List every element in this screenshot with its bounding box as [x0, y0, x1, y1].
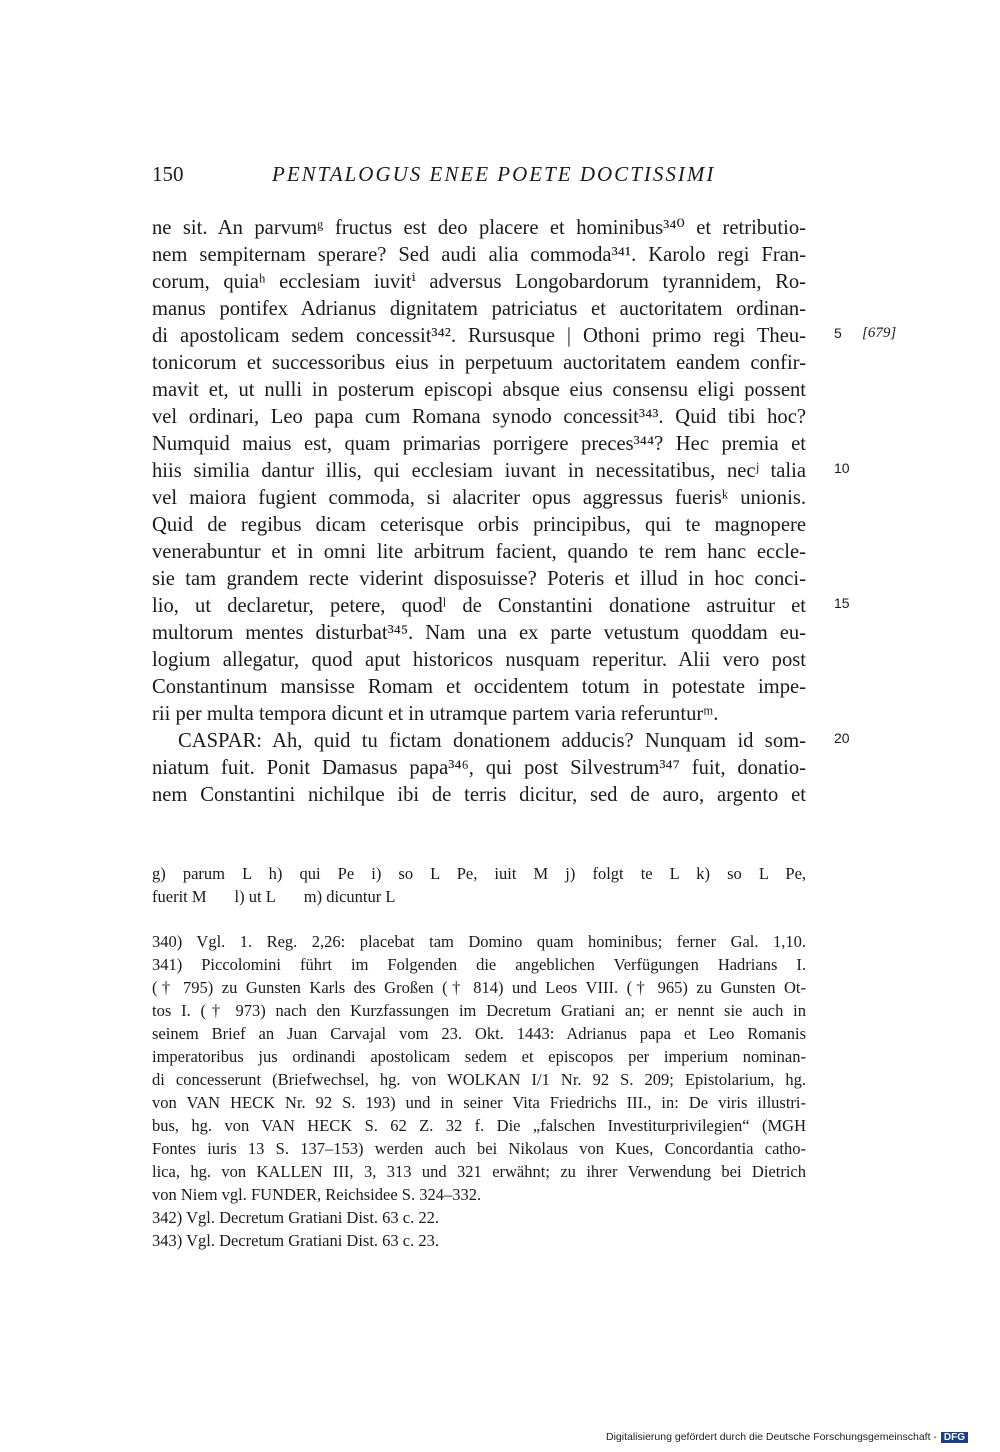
text-line: Quid de regibus dicam ceterisque orbis principibus, qui te magnopere	[152, 514, 806, 536]
text-line: rii per multa tempora dicunt et in utramque partem varia referunturᵐ.	[152, 703, 719, 725]
text-line: ne sit. An parvumᵍ fructus est deo placere et hominibus³⁴⁰ et retributio-	[152, 217, 806, 239]
critical-apparatus	[152, 862, 806, 908]
digitization-credit	[606, 1431, 968, 1443]
variant-note: l) ut L	[234, 887, 276, 906]
main-text	[152, 215, 806, 809]
footnote-line: 340) Vgl. 1. Reg. 2,26: placebat tam Domino quam hominibus; ferner Gal. 1,10.	[152, 932, 806, 951]
text-line: nem sempiternam sperare? Sed audi alia commoda³⁴¹. Karolo regi Fran-	[152, 244, 806, 266]
page-marker: [679]	[862, 325, 897, 341]
running-header	[152, 162, 812, 196]
variant-note: g) parum L	[152, 864, 252, 883]
credit-text: Digitalisierung gefördert durch die Deutsche Forschungsgemeinschaft -	[606, 1431, 937, 1443]
footnote-line: († 795) zu Gunsten Karls des Großen († 814) und Leos VIII. († 965) zu Gunsten Ot-	[152, 978, 806, 997]
text-line: venerabuntur et in omni lite arbitrum facient, quando te rem hanc eccle-	[152, 541, 806, 563]
footnote-line: von Niem vgl. FUNDER, Reichsidee S. 324–332.	[152, 1185, 482, 1204]
text-line: Constantinum mansisse Romam et occidentem totum in potestate impe-	[152, 676, 806, 698]
text-line: niatum fuit. Ponit Damasus papa³⁴⁶, qui post Silvestrum³⁴⁷ fuit, donatio-	[152, 757, 806, 779]
text-line: hiis similia dantur illis, qui ecclesiam iuvant in necessitatibus, necʲ talia	[152, 460, 806, 482]
text-line: corum, quiaʰ ecclesiam iuvitⁱ adversus Longobardorum tyrannidem, Ro-	[152, 271, 806, 293]
variant-note: k) so L Pe,	[696, 864, 807, 883]
variant-note: h) qui Pe	[268, 864, 355, 883]
line-number: 20	[834, 730, 850, 746]
footnote-line: imperatoribus jus ordinandi apostolicam sedem et episcopos per imperium nominan-	[152, 1047, 806, 1066]
footnote-line: 343) Vgl. Decretum Gratiani Dist. 63 c. 23.	[152, 1231, 440, 1250]
text-line: sie tam grandem recte viderint disposuisse? Poteris et illud in hoc conci-	[152, 568, 806, 590]
variant-note: i) so L Pe, iuit M	[371, 864, 549, 883]
text-line: vel ordinari, Leo papa cum Romana synodo concessit³⁴³. Quid tibi hoc?	[152, 406, 806, 428]
footnotes	[152, 930, 806, 1252]
text-line: Numquid maius est, quam primarias porrigere preces³⁴⁴? Hec premia et	[152, 433, 806, 455]
text-line: lio, ut declaretur, petere, quodˡ de Constantini donatione astruitur et	[152, 595, 806, 617]
footnote-line: 341) Piccolomini führt im Folgenden die angeblichen Verfügungen Hadrians I.	[152, 955, 806, 974]
footnote-line: seinem Brief an Juan Carvajal vom 23. Okt. 1443: Adrianus papa et Leo Romanis	[152, 1024, 806, 1043]
line-number: 10	[834, 460, 850, 476]
variant-row	[152, 885, 806, 908]
variant-note: fuerit M	[152, 887, 207, 906]
text-line: CASPAR: Ah, quid tu fictam donationem adducis? Nunquam id som-	[178, 730, 806, 752]
footnote-line: 342) Vgl. Decretum Gratiani Dist. 63 c. 22.	[152, 1208, 440, 1227]
variant-row	[152, 862, 806, 885]
text-line: manus pontifex Adrianus dignitatem patriciatus et auctoritatem ordinan-	[152, 298, 806, 320]
footnote-line: lica, hg. von KALLEN III, 3, 313 und 321 erwähnt; zu ihrer Verwendung bei Dietrich	[152, 1162, 806, 1181]
variant-note: m) dicuntur L	[303, 887, 396, 906]
line-number: 15	[834, 595, 850, 611]
text-line: multorum mentes disturbat³⁴⁵. Nam una ex parte vetustum quoddam eu-	[152, 622, 806, 644]
text-line: tonicorum et successoribus eius in perpetuum auctoritatem eandem confir-	[152, 352, 806, 374]
line-number: 5	[834, 325, 842, 341]
text-line: nem Constantini nichilque ibi de terris dicitur, sed de auro, argento et	[152, 784, 806, 806]
text-line: di apostolicam sedem concessit³⁴². Rursusque | Othoni primo regi Theu-	[152, 325, 806, 347]
footnote-line: von VAN HECK Nr. 92 S. 193) und in seiner Vita Friedrichs III., in: De viris illustri-	[152, 1093, 806, 1112]
footnote-line: tos I. († 973) nach den Kurzfassungen im Decretum Gratiani an; er nennt sie auch in	[152, 1001, 806, 1020]
text-line: logium allegatur, quod aput historicos nusquam reperitur. Alii vero post	[152, 649, 806, 671]
running-title: PENTALOGUS ENEE POETE DOCTISSIMI	[272, 162, 716, 186]
footnote-line: di concesserunt (Briefwechsel, hg. von WOLKAN I/1 Nr. 92 S. 209; Epistolarium, hg.	[152, 1070, 806, 1089]
page-number: 150	[152, 162, 184, 186]
text-line: mavit et, ut nulli in posterum episcopi absque eius consensu eligi possent	[152, 379, 806, 401]
variant-note: j) folgt te L	[565, 864, 680, 883]
dfg-logo: DFG	[941, 1432, 968, 1443]
footnote-line: bus, hg. von VAN HECK S. 62 Z. 32 f. Die „falschen Investiturprivilegien“ (MGH	[152, 1116, 806, 1135]
footnote-line: Fontes iuris 13 S. 137–153) werden auch bei Nikolaus von Kues, Concordantia catho-	[152, 1139, 806, 1158]
text-line: vel maiora fugient commoda, si alacriter opus aggressus fuerisᵏ unionis.	[152, 487, 806, 509]
